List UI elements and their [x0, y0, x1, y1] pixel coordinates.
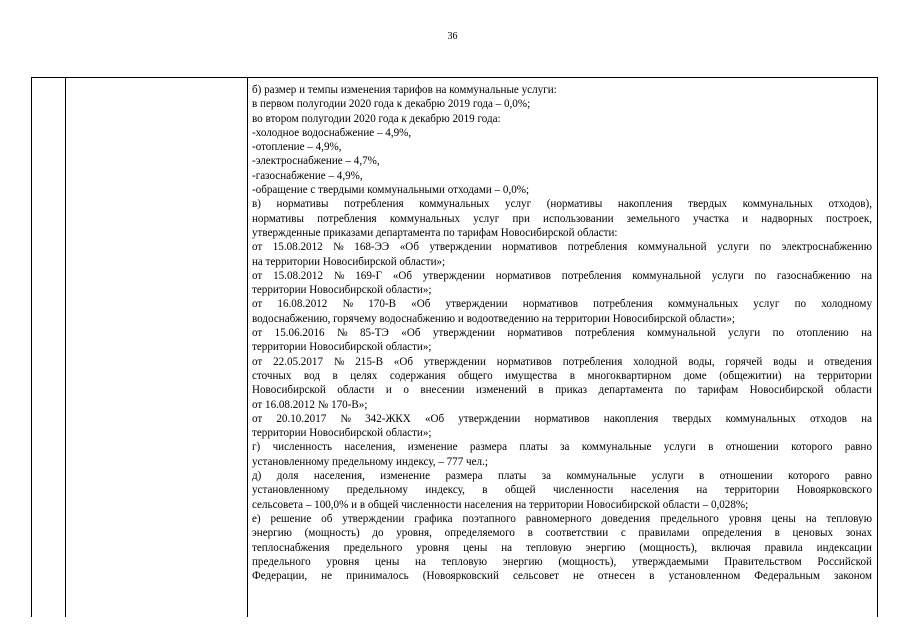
- text-line: от 15.06.2016 № 85-ТЭ «Об утверждении нормативов потребления коммунальной услуги по отоплению на: [252, 327, 872, 340]
- text-line: -электроснабжение – 4,7%,: [252, 155, 380, 168]
- text-line: от 22.05.2017 № 215-В «Об утверждении нормативов потребления холодной воды, горячей воды и отведения: [252, 355, 872, 368]
- text-line: энергию (мощность) до уровня, определяемого в соответствии с правилами определения в ценовых зонах: [252, 527, 872, 540]
- text-line: в первом полугодии 2020 года к декабрю 2019 года – 0,0%;: [252, 98, 531, 111]
- text-line: д) доля населения, изменение размера платы за коммунальные услуги в отношении которого равно: [252, 470, 872, 483]
- page-number: 36: [447, 31, 458, 42]
- text-line: от 20.10.2017 № 342-ЖКХ «Об утверждении нормативов накопления твердых коммунальных отходов на: [252, 412, 872, 425]
- text-line: в) нормативы потребления коммунальных услуг (нормативы накопления твердых коммунальных отходов),: [252, 198, 872, 211]
- text-line: водоснабжению, горячему водоснабжению и водоотведению на территории Новосибирской области»;: [252, 312, 735, 325]
- text-line: Федерации, не принималось (Новоярковский сельсовет не отнесен в установленном Федеральным законом: [252, 570, 872, 583]
- text-line: от 16.08.2012 № 170-В»;: [252, 398, 368, 411]
- text-line: территории Новосибирской области»;: [252, 427, 432, 440]
- text-line: Новосибирской области и о внесении изменений в приказ департамента по тарифам Новосибирской области: [252, 384, 872, 397]
- text-line: установленному предельному индексу, в общей численности населения на территории Новоярковского: [252, 484, 872, 497]
- column-divider-1: [65, 78, 66, 617]
- text-line: во втором полугодии 2020 года к декабрю 2019 года:: [252, 112, 501, 125]
- text-line: б) размер и темпы изменения тарифов на коммунальные услуги:: [252, 84, 557, 96]
- text-line: сельсовета – 100,0% и в общей численности населения на территории Новосибирской области – 0,028%;: [252, 498, 749, 511]
- text-line: г) численность населения, изменение размера платы за коммунальные услуги в отношении которого равно: [252, 441, 872, 454]
- text-line: установленному предельному индексу, – 777 чел.;: [252, 455, 488, 468]
- text-line: -отопление – 4,9%,: [252, 141, 342, 154]
- document-table: [31, 77, 878, 617]
- text-line: е) решение об утверждении графика поэтапного равномерного доведения предельного уровня цены на тепловую: [252, 512, 872, 525]
- column-divider-2: [247, 78, 248, 617]
- text-line: территории Новосибирской области»;: [252, 341, 432, 354]
- text-line: -холодное водоснабжение – 4,9%,: [252, 126, 412, 139]
- text-line: теплоснабжения предельного уровня цены на тепловую энергию (мощность), включая правила индексации: [252, 541, 872, 554]
- text-line: нормативы потребления коммунальных услуг при использовании земельного участка и надворных построек,: [252, 212, 872, 225]
- text-line: -газоснабжение – 4,9%,: [252, 169, 363, 182]
- content-cell: [252, 83, 872, 583]
- text-line: сточных вод в целях содержания общего имущества в многоквартирном доме (общежитии) на территории: [252, 369, 872, 382]
- text-line: от 16.08.2012 № 170-В «Об утверждении нормативов потребления коммунальных услуг по холодному: [252, 298, 872, 311]
- text-line: территории Новосибирской области»;: [252, 284, 432, 297]
- text-line: предельного уровня цены на тепловую энергию (мощность), утверждаемыми Правительством Российской: [252, 555, 872, 568]
- text-line: от 15.08.2012 № 169-Г «Об утверждении нормативов потребления коммунальной услуги по газоснабжению на: [252, 269, 872, 282]
- text-line: на территории Новосибирской области»;: [252, 255, 446, 268]
- text-line: утвержденные приказами департамента по тарифам Новосибирской области:: [252, 226, 618, 239]
- text-line: -обращение с твердыми коммунальными отходами – 0,0%;: [252, 184, 530, 197]
- text-line: от 15.08.2012 № 168-ЭЭ «Об утверждении нормативов потребления коммунальной услуги по электроснабжению: [252, 241, 872, 254]
